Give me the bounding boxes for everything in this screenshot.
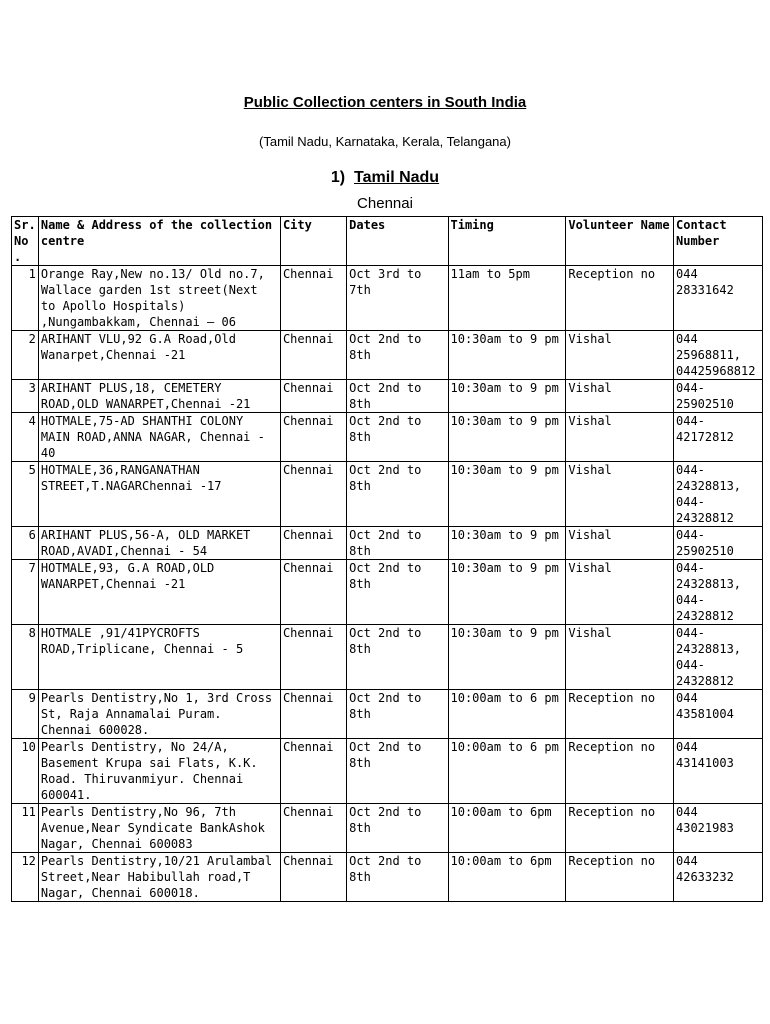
table-row <box>12 266 763 331</box>
header-contact: Contact Number <box>674 217 763 266</box>
cell-city: Chennai <box>280 331 346 380</box>
cell-city: Chennai <box>280 413 346 462</box>
cell-dates: Oct 2nd to 8th <box>347 331 448 380</box>
table-row <box>12 560 763 625</box>
cell-address: Pearls Dentistry,No 1, 3rd Cross St, Raja Annamalai Puram. Chennai 600028. <box>38 690 280 739</box>
cell-city: Chennai <box>280 462 346 527</box>
table-header-row <box>12 217 763 266</box>
cell-sr: 3 <box>12 380 39 413</box>
cell-address: Pearls Dentistry, No 24/A, Basement Krupa sai Flats, K.K. Road. Thiruvanmiyur. Chennai 600041. <box>38 739 280 804</box>
cell-city: Chennai <box>280 853 346 902</box>
cell-dates: Oct 2nd to 8th <box>347 804 448 853</box>
cell-volunteer: Vishal <box>566 625 674 690</box>
cell-sr: 8 <box>12 625 39 690</box>
cell-city: Chennai <box>280 804 346 853</box>
cell-sr: 6 <box>12 527 39 560</box>
section-heading <box>0 169 770 187</box>
cell-contact: 044-24328813, 044-24328812 <box>674 462 763 527</box>
cell-timing: 11am to 5pm <box>448 266 566 331</box>
cell-sr: 5 <box>12 462 39 527</box>
table-row <box>12 690 763 739</box>
cell-contact: 044-25902510 <box>674 380 763 413</box>
cell-sr: 11 <box>12 804 39 853</box>
cell-contact: 044 43581004 <box>674 690 763 739</box>
cell-address: HOTMALE,75-AD SHANTHI COLONY MAIN ROAD,ANNA NAGAR, Chennai - 40 <box>38 413 280 462</box>
table-row <box>12 413 763 462</box>
cell-timing: 10:00am to 6 pm <box>448 690 566 739</box>
cell-contact: 044 43141003 <box>674 739 763 804</box>
cell-sr: 2 <box>12 331 39 380</box>
table-row <box>12 739 763 804</box>
cell-dates: Oct 2nd to 8th <box>347 625 448 690</box>
cell-volunteer: Vishal <box>566 560 674 625</box>
cell-city: Chennai <box>280 560 346 625</box>
cell-volunteer: Vishal <box>566 331 674 380</box>
cell-city: Chennai <box>280 527 346 560</box>
cell-timing: 10:30am to 9 pm <box>448 380 566 413</box>
cell-timing: 10:00am to 6 pm <box>448 739 566 804</box>
cell-timing: 10:30am to 9 pm <box>448 462 566 527</box>
cell-volunteer: Reception no <box>566 266 674 331</box>
cell-volunteer: Reception no <box>566 804 674 853</box>
cell-city: Chennai <box>280 266 346 331</box>
cell-address: HOTMALE,93, G.A ROAD,OLD WANARPET,Chennai -21 <box>38 560 280 625</box>
cell-city: Chennai <box>280 690 346 739</box>
header-city: City <box>280 217 346 266</box>
cell-dates: Oct 2nd to 8th <box>347 462 448 527</box>
cell-address: Orange Ray,New no.13/ Old no.7, Wallace garden 1st street(Next to Apollo Hospitals) ,Nungambakkam, Chennai – 06 <box>38 266 280 331</box>
cell-timing: 10:30am to 9 pm <box>448 331 566 380</box>
cell-dates: Oct 2nd to 8th <box>347 413 448 462</box>
cell-sr: 1 <box>12 266 39 331</box>
section-title: Tamil Nadu <box>354 169 440 186</box>
cell-city: Chennai <box>280 380 346 413</box>
header-timing: Timing <box>448 217 566 266</box>
cell-contact: 044 28331642 <box>674 266 763 331</box>
cell-sr: 9 <box>12 690 39 739</box>
cell-contact: 044-42172812 <box>674 413 763 462</box>
cell-address: ARIHANT VLU,92 G.A Road,Old Wanarpet,Chennai -21 <box>38 331 280 380</box>
header-volunteer: Volunteer Name <box>566 217 674 266</box>
cell-contact: 044 42633232 <box>674 853 763 902</box>
cell-contact: 044-25902510 <box>674 527 763 560</box>
cell-contact: 044-24328813, 044-24328812 <box>674 560 763 625</box>
cell-sr: 12 <box>12 853 39 902</box>
cell-contact: 044-24328813, 044-24328812 <box>674 625 763 690</box>
cell-address: ARIHANT PLUS,18, CEMETERY ROAD,OLD WANARPET,Chennai -21 <box>38 380 280 413</box>
cell-sr: 7 <box>12 560 39 625</box>
cell-timing: 10:30am to 9 pm <box>448 413 566 462</box>
table-row <box>12 804 763 853</box>
table-row <box>12 380 763 413</box>
cell-volunteer: Vishal <box>566 527 674 560</box>
header-sr: Sr. No . <box>12 217 39 266</box>
cell-timing: 10:00am to 6pm <box>448 804 566 853</box>
table-row <box>12 331 763 380</box>
cell-dates: Oct 2nd to 8th <box>347 690 448 739</box>
cell-timing: 10:30am to 9 pm <box>448 625 566 690</box>
city-heading: Chennai <box>357 195 413 212</box>
cell-dates: Oct 2nd to 8th <box>347 380 448 413</box>
cell-timing: 10:30am to 9 pm <box>448 560 566 625</box>
document-title: Public Collection centers in South India <box>243 94 527 111</box>
cell-volunteer: Reception no <box>566 853 674 902</box>
document-subtitle: (Tamil Nadu, Karnataka, Kerala, Telangana) <box>259 134 511 149</box>
cell-address: HOTMALE ,91/41PYCROFTS ROAD,Triplicane, Chennai - 5 <box>38 625 280 690</box>
cell-dates: Oct 2nd to 8th <box>347 560 448 625</box>
table-row <box>12 853 763 902</box>
cell-dates: Oct 3rd to 7th <box>347 266 448 331</box>
cell-volunteer: Reception no <box>566 739 674 804</box>
table-row <box>12 625 763 690</box>
cell-timing: 10:30am to 9 pm <box>448 527 566 560</box>
cell-dates: Oct 2nd to 8th <box>347 739 448 804</box>
table-row <box>12 527 763 560</box>
header-address: Name & Address of the collection centre <box>38 217 280 266</box>
cell-address: HOTMALE,36,RANGANATHAN STREET,T.NAGARChennai -17 <box>38 462 280 527</box>
collection-centres-table <box>11 216 763 902</box>
cell-city: Chennai <box>280 625 346 690</box>
cell-dates: Oct 2nd to 8th <box>347 853 448 902</box>
table-row <box>12 462 763 527</box>
section-number: 1) <box>330 169 346 186</box>
cell-volunteer: Vishal <box>566 413 674 462</box>
cell-city: Chennai <box>280 739 346 804</box>
cell-contact: 044 43021983 <box>674 804 763 853</box>
cell-volunteer: Reception no <box>566 690 674 739</box>
cell-sr: 4 <box>12 413 39 462</box>
cell-address: Pearls Dentistry,10/21 Arulambal Street,Near Habibullah road,T Nagar, Chennai 600018. <box>38 853 280 902</box>
cell-address: ARIHANT PLUS,56-A, OLD MARKET ROAD,AVADI,Chennai - 54 <box>38 527 280 560</box>
cell-sr: 10 <box>12 739 39 804</box>
cell-volunteer: Vishal <box>566 380 674 413</box>
cell-address: Pearls Dentistry,No 96, 7th Avenue,Near Syndicate BankAshok Nagar, Chennai 600083 <box>38 804 280 853</box>
cell-contact: 044 25968811, 04425968812 <box>674 331 763 380</box>
cell-timing: 10:00am to 6pm <box>448 853 566 902</box>
cell-dates: Oct 2nd to 8th <box>347 527 448 560</box>
cell-volunteer: Vishal <box>566 462 674 527</box>
header-dates: Dates <box>347 217 448 266</box>
